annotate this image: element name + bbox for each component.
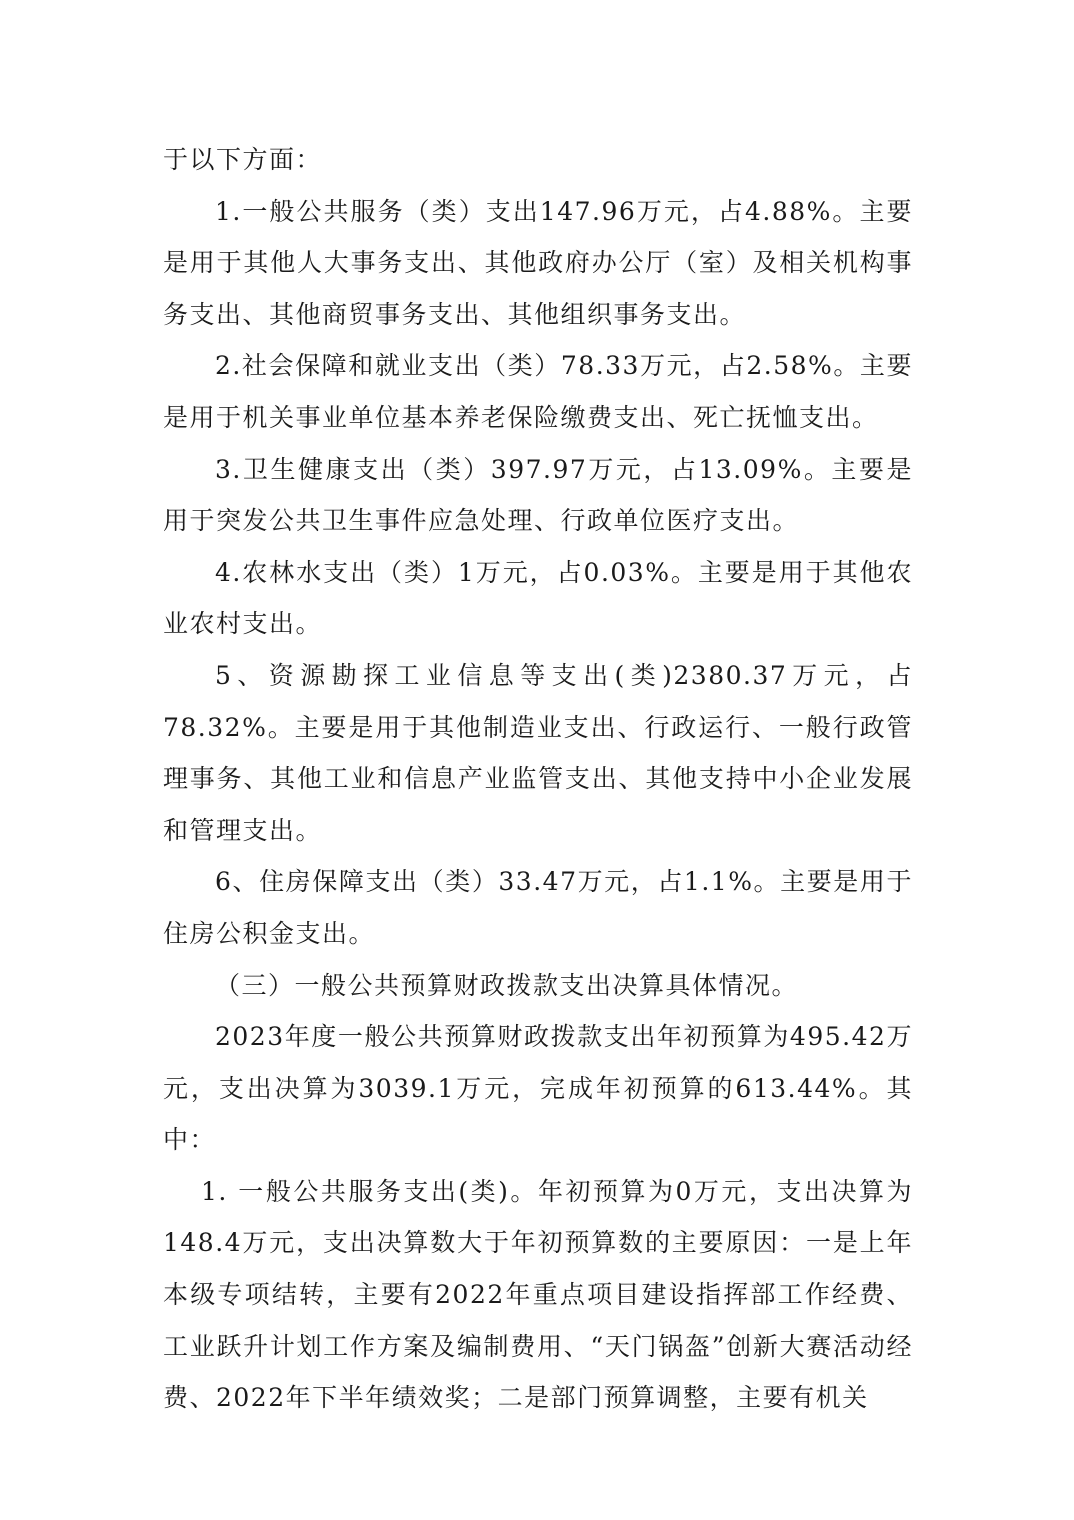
paragraph-item-1-general-public-services: 1.一般公共服务（类）支出147.96万元，占4.88%。主要是用于其他人大事务支出、其他政府办公厅（室）及相关机构事务支出、其他商贸事务支出、其他组织事务支出。	[163, 196, 913, 329]
paragraph-item-3-health: 3.卫生健康支出（类）397.97万元，占13.09%。主要是用于突发公共卫生事件应急处理、行政单位医疗支出。	[163, 454, 913, 536]
paragraph-budget-summary: 2023年度一般公共预算财政拨款支出年初预算为495.42万元，支出决算为3039.1万元，完成年初预算的613.44%。其中：	[163, 1022, 913, 1155]
document-body	[163, 134, 913, 1424]
paragraph-continuation: 于以下方面：	[163, 145, 323, 174]
paragraph-item-5-resources-industry: 5、资源勘探工业信息等支出(类)2380.37万元，占78.32%。主要是用于其他制造业支出、行政运行、一般行政管理事务、其他工业和信息产业监管支出、其他支持中小企业发展和管理支出。	[163, 660, 913, 845]
paragraph-detail-1-general-public-services: 1. 一般公共服务支出(类)。年初预算为0万元，支出决算为148.4万元，支出决算数大于年初预算数的主要原因：一是上年本级专项结转，主要有2022年重点项目建设指挥部工作经费、工业跃升计划工作方案及编制费用、“天门锅盔”创新大赛活动经费、2022年下半年绩效奖；二是部门预算调整，主要有机关	[163, 1176, 913, 1413]
section-heading-3: （三）一般公共预算财政拨款支出决算具体情况。	[215, 970, 799, 1000]
paragraph-item-6-housing: 6、住房保障支出（类）33.47万元，占1.1%。主要是用于住房公积金支出。	[163, 867, 913, 948]
paragraph-item-2-social-security: 2.社会保障和就业支出（类）78.33万元，占2.58%。主要是用于机关事业单位基本养老保险缴费支出、死亡抚恤支出。	[163, 351, 913, 432]
paragraph-item-4-agriculture: 4.农林水支出（类）1万元，占0.03%。主要是用于其他农业农村支出。	[163, 557, 913, 639]
